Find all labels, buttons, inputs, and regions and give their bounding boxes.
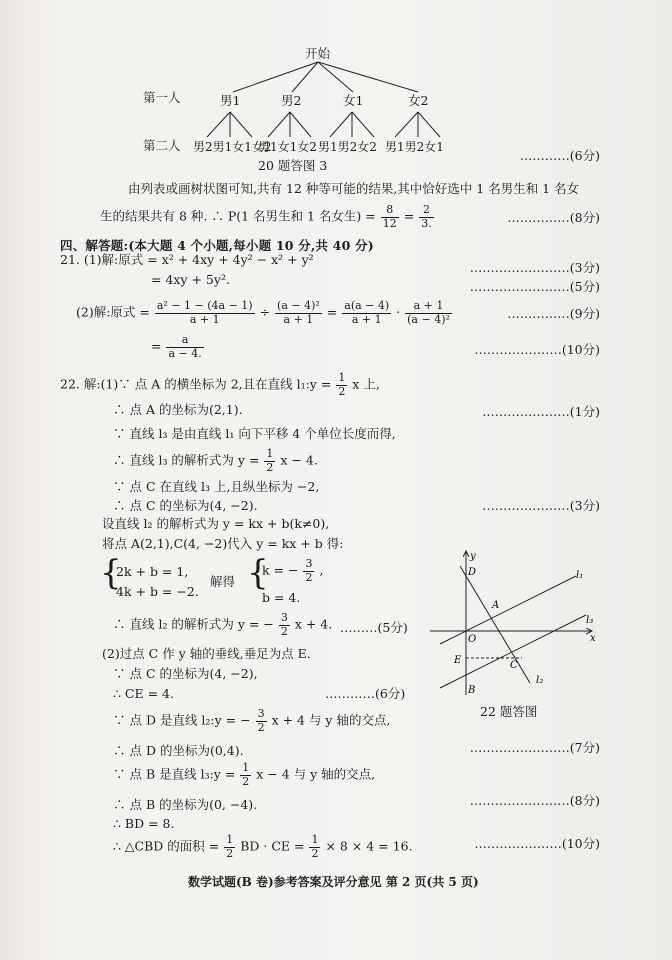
figure-caption: 22 题答图	[480, 704, 538, 719]
divide-sign: ÷	[259, 304, 271, 320]
score-5-q22: ………(5分)	[340, 620, 408, 635]
left-brace: {	[100, 553, 122, 593]
q22-part2-line4-fraction: $\frac{3}{2}$	[257, 707, 265, 734]
fig-point-e: E	[454, 655, 462, 666]
q20-line1: 由列表或画树状图可知,共有 12 种等可能的结果,其中恰好选中 1 名男生和 1 名女	[128, 181, 580, 196]
fig-point-a: A	[492, 600, 500, 611]
q21-fraction-b: $\frac{\text{(a − 4)²}}{a + 1}$	[277, 299, 320, 326]
q22-part2-line6-text: ∵ 点 B 是直线 l₃:y =	[113, 766, 236, 782]
q22-line4-text: ∴ 直线 l₃ 的解析式为 y =	[113, 452, 260, 468]
result-k	[262, 558, 323, 584]
q20-fraction-1: $\frac{8}{12}$	[382, 203, 397, 230]
area-tail: × 8 × 4 = 16.	[325, 838, 413, 854]
q22-part2-line6-fraction: $\frac{1}{2}$	[242, 761, 250, 788]
tree-root: 开始	[305, 46, 331, 61]
fig-label-l3: l₃	[586, 615, 594, 626]
tree-row1-label: 第一人	[143, 90, 181, 105]
q22-line6: ∴ 点 C 的坐标为(4, −2).	[113, 498, 258, 513]
q22-line4-fraction: $\frac{1}{2}$	[266, 447, 274, 474]
q21-part1-line1: 21. (1)解:原式 = x² + 4xy + 4y² − x² + y²	[60, 252, 314, 267]
q22-line9-fraction: $\frac{3}{2}$	[280, 611, 288, 638]
score-3-q21: ……………………(3分)	[469, 260, 600, 275]
fig-label-l2: l₂	[536, 675, 544, 686]
q21-fraction-a: $\frac{\text{a² − 1 − (4a − 1)}}{a + 1}$	[156, 299, 253, 326]
score-3-q22: …………………(3分)	[482, 498, 600, 513]
page-footer: 数学试题(B 卷)参考答案及评分意见 第 2 页(共 5 页)	[188, 875, 479, 889]
fig-point-b: B	[468, 685, 476, 696]
q22-part2-line9	[113, 834, 413, 860]
q22-part2-line4-tail: x + 4 与 y 轴的交点,	[271, 712, 391, 728]
equals-sign: =	[326, 304, 338, 320]
result-equals: =	[151, 338, 162, 354]
q20-line2-text: 生的结果共有 8 种. ∴ P(1 名男生和 1 名女生) =	[100, 208, 376, 224]
q22-part2-line4	[113, 708, 390, 734]
q22-line4	[113, 448, 318, 474]
q22-line8: 将点 A(2,1),C(4, −2)代入 y = kx + b 得:	[102, 536, 344, 551]
fig-label-l1: l₁	[576, 570, 584, 581]
q22-line1-text: 22. 解:(1)∵ 点 A 的横坐标为 2,且在直线 l₁:y =	[60, 376, 332, 392]
q22-line3: ∵ 直线 l₃ 是由直线 l₁ 向下平移 4 个单位长度而得,	[113, 426, 396, 441]
q22-line9-text: ∴ 直线 l₂ 的解析式为 y = −	[113, 616, 274, 632]
score-8-q20: ……………(8分)	[507, 210, 600, 225]
tree-second-group1: 男2男1女1女2	[193, 140, 272, 154]
q22-line2: ∴ 点 A 的坐标为(2,1).	[113, 402, 243, 417]
line-l3	[440, 615, 586, 688]
tree-caption: 20 题答图 3	[258, 158, 328, 173]
q22-line9-tail: x + 4.	[294, 616, 333, 632]
score-8-q22: ……………………(8分)	[469, 793, 600, 808]
tree-first-m1: 男1	[220, 93, 241, 108]
score-1-q22: …………………(1分)	[482, 404, 600, 419]
line-l2	[460, 566, 530, 683]
q22-part2-line3: ∴ CE = 4.	[113, 686, 174, 701]
q21-part2-expression	[76, 300, 453, 326]
q22-line9	[113, 612, 332, 638]
q20-line2	[100, 204, 435, 230]
score-10-q21: …………………(10分)	[474, 342, 600, 357]
q22-line4-tail: x − 4.	[280, 452, 318, 468]
q22-part2-line6-tail: x − 4 与 y 轴的交点,	[256, 766, 376, 782]
q22-line1	[60, 372, 380, 398]
score-9-q21: ……………(9分)	[507, 306, 600, 321]
fig-point-c: C	[510, 660, 518, 671]
line-l1	[440, 576, 576, 644]
tree-second-group2: 男1女1女2	[258, 140, 317, 154]
tree-second-group3: 男1男2女2	[318, 140, 377, 154]
q22-part2-line8: ∴ BD = 8.	[113, 816, 175, 831]
system-eq1: 2k + b = 1,	[116, 564, 189, 579]
system-eq2: 4k + b = −2.	[116, 584, 199, 599]
q21-fraction-c: $\frac{a(a - 4)}{a + 1}$	[344, 299, 390, 326]
fig-origin-label: O	[468, 634, 477, 645]
area-mid: BD · CE =	[240, 838, 305, 854]
score-6-tree: …………(6分)	[519, 148, 600, 163]
fig-x-label: x	[590, 633, 596, 644]
tree-second-group4: 男1男2女1	[385, 140, 444, 154]
area-text: ∴ △CBD 的面积 =	[113, 838, 220, 854]
solve-word: 解得	[210, 574, 236, 589]
q22-part2-line2: ∵ 点 C 的坐标为(4, −2),	[113, 666, 258, 681]
tree-first-m2: 男2	[281, 93, 302, 108]
q21-part2-label: (2)解:原式 =	[76, 304, 150, 320]
q22-part2-line5: ∴ 点 D 的坐标为(0,4).	[113, 743, 244, 758]
q21-result-fraction: $\frac{a}{a - 4.}$	[168, 333, 202, 360]
q20-equals: =	[403, 208, 415, 224]
q22-part2-line1: (2)过点 C 作 y 轴的垂线,垂足为点 E.	[102, 646, 311, 661]
q22-line1-tail: x 上,	[352, 376, 380, 392]
q22-line7: 设直线 l₂ 的解析式为 y = kx + b(k≠0),	[102, 516, 330, 531]
q22-part2-line7: ∴ 点 B 的坐标为(0, −4).	[113, 797, 258, 812]
score-7-q22: ……………………(7分)	[469, 740, 600, 755]
tree-row2-label: 第二人	[143, 138, 181, 153]
fig-y-label: y	[470, 551, 476, 562]
q22-part2-line6	[113, 762, 375, 788]
multiply-dot: ·	[396, 304, 401, 320]
coordinate-figure	[420, 545, 600, 705]
result-k-fraction: $\frac{3}{2}$	[305, 557, 313, 584]
area-fraction-2: $\frac{1}{2}$	[311, 833, 319, 860]
q20-fraction-2: $\frac{2}{3.}$	[421, 203, 432, 230]
score-10-q22: …………………(10分)	[474, 836, 600, 851]
fig-point-d: D	[468, 567, 477, 578]
area-fraction-1: $\frac{1}{2}$	[226, 833, 234, 860]
score-5-q21: ……………………(5分)	[469, 279, 600, 294]
tree-first-f1: 女1	[343, 93, 364, 108]
q22-line5: ∵ 点 C 在直线 l₃ 上,且纵坐标为 −2,	[113, 479, 320, 494]
result-b: b = 4.	[262, 590, 301, 605]
result-k-tail: ,	[319, 562, 324, 578]
result-k-text: k = −	[262, 562, 299, 578]
score-6-q22: …………(6分)	[325, 686, 406, 701]
tree-first-f2: 女2	[408, 93, 429, 108]
right-brace: {	[247, 553, 269, 593]
q21-fraction-d: $\frac{a + 1}{\text{(a − 4)²}}$	[407, 299, 450, 326]
q22-part2-line4-text: ∵ 点 D 是直线 l₂:y = −	[113, 712, 251, 728]
q22-line1-fraction: $\frac{1}{2}$	[338, 371, 346, 398]
section-heading: 四、解答题:(本大题 4 个小题,每小题 10 分,共 40 分)	[60, 238, 374, 253]
q21-result	[151, 334, 205, 360]
q21-part1-line2: = 4xy + 5y².	[151, 272, 230, 287]
